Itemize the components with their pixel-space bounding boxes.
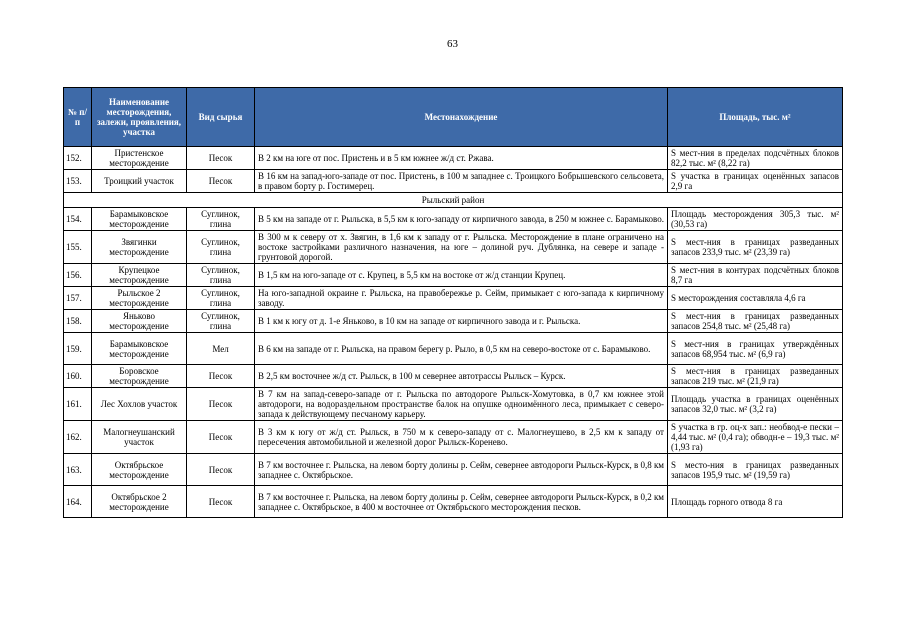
row-name: Крупецкое месторождение [92,264,187,287]
row-location: В 7 км восточнее г. Рыльска, на левом борту долины р. Сейм, севернее автодороги Рыльск-Курск, в 0,2 км западнее с. Октябрьское, в 400 м восточнее от Октябрьского месторождения песков. [255,486,668,518]
row-name: Яньково месторождение [92,310,187,333]
row-location: В 7 км на запад-северо-западе от г. Рыльска по автодороге Рыльск-Хомутовка, в 0,7 км южнее этой автодороги, на водораздельном пространстве балок на опушке одноимённого леса, примыкает с северо-запада к действующему песчаному карьеру. [255,388,668,421]
deposits-table [63,87,843,518]
row-type: Суглинок, глина [187,287,255,310]
row-name: Октябрьское 2 месторождение [92,486,187,518]
row-location: В 1 км к югу от д. 1-е Яньково, в 10 км на западе от кирпичного завода и г. Рыльска. [255,310,668,333]
table-body-region [64,193,843,208]
header-area: Площадь, тыс. м² [668,88,843,147]
row-name: Пристенское месторождение [92,147,187,170]
row-location: В 5 км на западе от г. Рыльска, в 5,5 км к юго-западу от кирпичного завода, в 250 м южнее с. Барамыково. [255,208,668,231]
row-name: Звягинки месторождение [92,231,187,264]
table-row [64,147,843,170]
row-name: Октябрьское месторождение [92,454,187,486]
row-type: Суглинок, глина [187,208,255,231]
row-location: В 300 м к северу от х. Звягин, в 1,6 км к западу от г. Рыльска. Месторождение в плане ограничено на востоке застройками различного назначения, на юге – долиной руч. Дублянка, на севере и западе - грунтовой дорогой. [255,231,668,264]
row-type: Суглинок, глина [187,231,255,264]
row-area: S участка в гр. оц-х зап.: необвод-е пески – 4,44 тыс. м² (0,4 га); обводн-е – 19,3 тыс. м² (1,93 га) [668,421,843,454]
row-location: В 6 км на западе от г. Рыльска, на правом берегу р. Рыло, в 0,5 км на северо-востоке от с. Барамыково. [255,333,668,365]
row-type: Мел [187,333,255,365]
row-name: Рыльское 2 месторождение [92,287,187,310]
table-row [64,170,843,193]
row-location: В 2,5 км восточнее ж/д ст. Рыльск, в 100 м севернее автотрассы Рыльск – Курск. [255,365,668,388]
row-area: Площадь месторождения 305,3 тыс. м² (30,53 га) [668,208,843,231]
header-type: Вид сырья [187,88,255,147]
table-row [64,264,843,287]
table-row [64,208,843,231]
table-row [64,421,843,454]
row-type: Песок [187,147,255,170]
table-row [64,388,843,421]
row-type: Песок [187,170,255,193]
row-num: 157. [64,287,92,310]
row-type: Суглинок, глина [187,310,255,333]
row-name: Троицкий участок [92,170,187,193]
row-type: Песок [187,365,255,388]
row-location: В 16 км на запад-юго-западе от пос. Пристень, в 100 м западнее с. Троицкого Бобрышевского сельсовета, в правом борту р. Гостимерец. [255,170,668,193]
row-num: 159. [64,333,92,365]
row-name: Барамыковское месторождение [92,333,187,365]
row-area: S место-ния в границах разведанных запасов 195,9 тыс. м² (19,59 га) [668,454,843,486]
header-num: № п/п [64,88,92,147]
row-area: S мест-ния в границах разведанных запасов 254,8 тыс. м² (25,48 га) [668,310,843,333]
row-location: В 7 км восточнее г. Рыльска, на левом борту долины р. Сейм, севернее автодороги Рыльск-Курск, в 0,8 км западнее с. Октябрьское. [255,454,668,486]
row-name: Малогнеушанский участок [92,421,187,454]
row-area: Площадь горного отвода 8 га [668,486,843,518]
row-area: S мест-ния в контурах подсчётных блоков 8,7 га [668,264,843,287]
row-num: 164. [64,486,92,518]
row-location: На юго-западной окраине г. Рыльска, на правобережье р. Сейм, примыкает с юго-запада к кирпичному заводу. [255,287,668,310]
row-area: S месторождения составляла 4,6 га [668,287,843,310]
row-num: 158. [64,310,92,333]
row-type: Песок [187,421,255,454]
row-type: Песок [187,454,255,486]
row-num: 163. [64,454,92,486]
header-name: Наименование месторождения, залежи, проявления, участка [92,88,187,147]
row-location: В 3 км к югу от ж/д ст. Рыльск, в 750 м к северо-западу от с. Малогнеушево, в 2,5 км к западу от пересечения автомобильной и железной дорог Рыльск-Коренево. [255,421,668,454]
row-area: S мест-ния в границах утверждённых запасов 68,954 тыс. м² (6,9 га) [668,333,843,365]
row-name: Боровское месторождение [92,365,187,388]
table-row [64,333,843,365]
table-row [64,310,843,333]
row-area: S мест-ния в пределах подсчётных блоков 82,2 тыс. м² (8,22 га) [668,147,843,170]
region-row [64,193,843,208]
row-num: 162. [64,421,92,454]
row-num: 152. [64,147,92,170]
table-row [64,454,843,486]
row-type: Песок [187,486,255,518]
table-body-top [64,147,843,193]
page-number: 63 [447,38,458,50]
row-type: Песок [187,388,255,421]
row-location: В 2 км на юге от пос. Пристень и в 5 км южнее ж/д ст. Ржава. [255,147,668,170]
row-name: Лес Хохлов участок [92,388,187,421]
table-row [64,486,843,518]
row-type: Суглинок, глина [187,264,255,287]
row-num: 154. [64,208,92,231]
row-area: Площадь участка в границах оценённых запасов 32,0 тыс. м² (3,2 га) [668,388,843,421]
row-num: 160. [64,365,92,388]
row-location: В 1,5 км на юго-западе от с. Крупец, в 5,5 км на востоке от ж/д станции Крупец. [255,264,668,287]
table-row [64,365,843,388]
table-header-row [64,88,843,147]
region-label: Рыльский район [64,193,843,208]
row-num: 156. [64,264,92,287]
table-body-bottom [64,208,843,518]
table-row [64,231,843,264]
row-num: 153. [64,170,92,193]
row-area: S участка в границах оценённых запасов 2,9 га [668,170,843,193]
table-row [64,287,843,310]
header-location: Местонахождение [255,88,668,147]
row-name: Барамыковское месторождение [92,208,187,231]
row-num: 161. [64,388,92,421]
row-area: S мест-ния в границах разведанных запасов 233,9 тыс. м² (23,39 га) [668,231,843,264]
row-num: 155. [64,231,92,264]
row-area: S мест-ния в границах разведанных запасов 219 тыс. м² (21,9 га) [668,365,843,388]
